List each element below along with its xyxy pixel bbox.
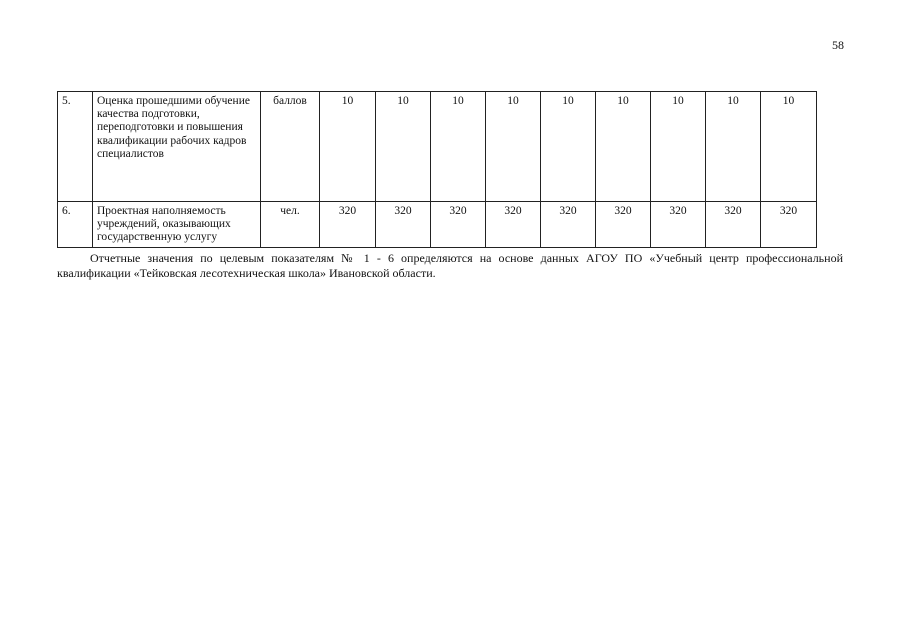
value-cell: 320 (706, 202, 761, 248)
value-cell: 320 (541, 202, 596, 248)
indicators-table (57, 91, 817, 248)
value-cell: 10 (320, 92, 376, 202)
row-number: 5. (58, 92, 93, 202)
value-cell: 320 (431, 202, 486, 248)
value-cell: 10 (706, 92, 761, 202)
table-row (58, 202, 817, 248)
value-cell: 10 (431, 92, 486, 202)
value-cell: 10 (541, 92, 596, 202)
value-cell: 10 (761, 92, 817, 202)
value-cell: 10 (486, 92, 541, 202)
value-cell: 320 (761, 202, 817, 248)
page-number: 58 (832, 38, 844, 52)
value-cell: 320 (320, 202, 376, 248)
unit-cell: чел. (261, 202, 320, 248)
value-cell: 10 (596, 92, 651, 202)
value-cell: 10 (651, 92, 706, 202)
indicator-name: Оценка прошедшими обучение качества подготовки, переподготовки и повышения квалификации рабочих кадров специалистов (93, 92, 261, 202)
value-cell: 320 (376, 202, 431, 248)
value-cell: 10 (376, 92, 431, 202)
row-number: 6. (58, 202, 93, 248)
value-cell: 320 (486, 202, 541, 248)
footnote-text: Отчетные значения по целевым показателям № 1 - 6 определяются на основе данных АГОУ ПО «Учебный центр профессиональной квалификации «Тейковская лесотехническая школа» Ивановской области. (57, 251, 843, 280)
indicator-name: Проектная наполняемость учреждений, оказывающих государственную услугу (93, 202, 261, 248)
value-cell: 320 (651, 202, 706, 248)
table-row (58, 92, 817, 202)
value-cell: 320 (596, 202, 651, 248)
unit-cell: баллов (261, 92, 320, 202)
